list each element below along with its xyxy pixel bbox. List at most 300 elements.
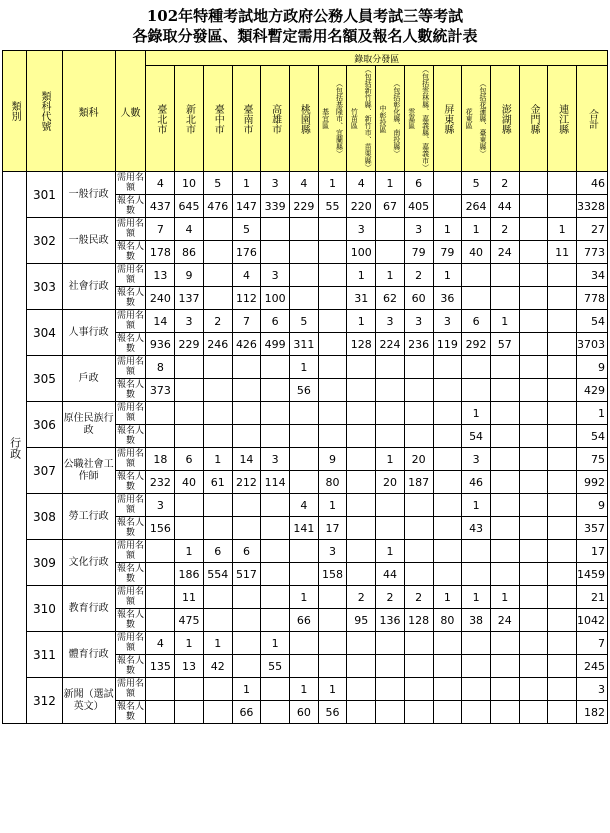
- value-cell: 66: [290, 609, 319, 632]
- total-cell: 3: [577, 678, 608, 701]
- value-cell: [433, 379, 462, 402]
- value-cell: 141: [290, 517, 319, 540]
- region-name: 花東區: [465, 108, 474, 129]
- value-cell: [519, 701, 548, 724]
- value-cell: [548, 517, 577, 540]
- total-cell: 773: [577, 241, 608, 264]
- applicants-label: 報名人數: [117, 426, 145, 446]
- value-cell: [203, 609, 232, 632]
- value-cell: [490, 701, 519, 724]
- value-cell: [318, 609, 347, 632]
- value-cell: [290, 632, 319, 655]
- value-cell: 61: [203, 471, 232, 494]
- value-cell: 554: [203, 563, 232, 586]
- value-cell: [318, 241, 347, 264]
- value-cell: 220: [347, 195, 376, 218]
- value-cell: [290, 218, 319, 241]
- value-cell: [490, 379, 519, 402]
- header-region-2: [203, 66, 232, 172]
- applicants-label: 報名人數: [117, 334, 145, 354]
- value-cell: [548, 471, 577, 494]
- value-cell: [404, 701, 433, 724]
- value-cell: [404, 356, 433, 379]
- value-cell: 1: [318, 678, 347, 701]
- region-name: 屏東縣: [441, 103, 453, 134]
- value-cell: [232, 517, 261, 540]
- value-cell: 3: [347, 218, 376, 241]
- value-cell: [548, 172, 577, 195]
- value-cell: [146, 540, 175, 563]
- value-cell: 1: [232, 172, 261, 195]
- value-cell: [376, 356, 405, 379]
- value-cell: 936: [146, 333, 175, 356]
- value-cell: [203, 678, 232, 701]
- value-cell: [232, 356, 261, 379]
- table-row: [3, 540, 608, 563]
- region-name: 雲嘉區: [407, 108, 416, 129]
- value-cell: 56: [290, 379, 319, 402]
- value-cell: [519, 540, 548, 563]
- value-cell: 1: [318, 494, 347, 517]
- quota-label: 需用名額: [117, 449, 145, 469]
- value-cell: 224: [376, 333, 405, 356]
- total-cell: 46: [577, 172, 608, 195]
- value-cell: 6: [203, 540, 232, 563]
- value-cell: [175, 678, 204, 701]
- value-cell: 57: [490, 333, 519, 356]
- value-cell: [376, 632, 405, 655]
- header-region-1: [175, 66, 204, 172]
- subject-code: 307: [27, 448, 62, 494]
- value-cell: 1: [318, 172, 347, 195]
- value-cell: 246: [203, 333, 232, 356]
- value-cell: 55: [261, 655, 290, 678]
- region-name: 臺南市: [240, 103, 252, 134]
- value-cell: [203, 701, 232, 724]
- total-cell: 54: [577, 310, 608, 333]
- value-cell: [175, 494, 204, 517]
- region-note: （包括雲林縣、嘉義縣、嘉義市）: [421, 66, 430, 171]
- value-cell: 178: [146, 241, 175, 264]
- header-subject: 類科: [62, 51, 115, 172]
- value-cell: [519, 241, 548, 264]
- value-cell: [462, 264, 491, 287]
- value-cell: 13: [146, 264, 175, 287]
- total-cell: 3328: [577, 195, 608, 218]
- value-cell: [203, 586, 232, 609]
- value-cell: [232, 655, 261, 678]
- region-name: 中彰投區: [379, 104, 388, 133]
- value-cell: [146, 402, 175, 425]
- value-cell: 100: [261, 287, 290, 310]
- total-cell: 17: [577, 540, 608, 563]
- total-cell: 357: [577, 517, 608, 540]
- value-cell: 6: [232, 540, 261, 563]
- value-cell: [519, 356, 548, 379]
- value-cell: 3: [376, 310, 405, 333]
- region-name: 高雄市: [269, 103, 281, 134]
- value-cell: [519, 218, 548, 241]
- value-cell: 38: [462, 609, 491, 632]
- subject-name: 體育行政: [62, 632, 115, 678]
- value-cell: 1: [548, 218, 577, 241]
- value-cell: 40: [175, 471, 204, 494]
- value-cell: [290, 563, 319, 586]
- table-row: [3, 586, 608, 609]
- quota-label: 需用名額: [117, 495, 145, 515]
- value-cell: [232, 586, 261, 609]
- value-cell: 4: [290, 494, 319, 517]
- total-cell: 75: [577, 448, 608, 471]
- quota-label: 需用名額: [117, 311, 145, 331]
- total-cell: 245: [577, 655, 608, 678]
- value-cell: 4: [347, 172, 376, 195]
- value-cell: [490, 494, 519, 517]
- value-cell: [232, 609, 261, 632]
- subject-code: 302: [27, 218, 62, 264]
- value-cell: 13: [175, 655, 204, 678]
- value-cell: [490, 632, 519, 655]
- region-note: （包括新竹縣、新竹市、苗栗縣）: [364, 66, 373, 171]
- value-cell: [347, 471, 376, 494]
- value-cell: 1: [376, 264, 405, 287]
- subject-name: 原住民族行政: [62, 402, 115, 448]
- total-cell: 429: [577, 379, 608, 402]
- value-cell: 1: [433, 264, 462, 287]
- value-cell: [146, 563, 175, 586]
- subject-name: 勞工行政: [62, 494, 115, 540]
- subject-name: 教育行政: [62, 586, 115, 632]
- subject-code: 301: [27, 172, 62, 218]
- value-cell: [548, 195, 577, 218]
- value-cell: [261, 517, 290, 540]
- value-cell: 7: [146, 218, 175, 241]
- value-cell: [548, 310, 577, 333]
- value-cell: [376, 379, 405, 402]
- header-region-group: 錄取分發區: [146, 51, 608, 66]
- region-note: （包括彰化縣、南投縣）: [392, 80, 401, 157]
- value-cell: 476: [203, 195, 232, 218]
- value-cell: 2: [490, 218, 519, 241]
- value-cell: [146, 425, 175, 448]
- value-cell: [175, 517, 204, 540]
- value-cell: 1: [347, 310, 376, 333]
- value-cell: [290, 448, 319, 471]
- value-cell: [548, 333, 577, 356]
- table-row: [3, 172, 608, 195]
- value-cell: 3: [318, 540, 347, 563]
- value-cell: [433, 655, 462, 678]
- value-cell: 17: [318, 517, 347, 540]
- header-region-6: [318, 66, 347, 172]
- value-cell: [232, 494, 261, 517]
- subject-code: 304: [27, 310, 62, 356]
- subject-code: 305: [27, 356, 62, 402]
- quota-label: 需用名額: [117, 173, 145, 193]
- value-cell: [261, 356, 290, 379]
- subject-code: 306: [27, 402, 62, 448]
- value-cell: 499: [261, 333, 290, 356]
- header-code: 類科代號: [27, 51, 62, 172]
- value-cell: [290, 264, 319, 287]
- value-cell: [232, 632, 261, 655]
- subject-name: 文化行政: [62, 540, 115, 586]
- value-cell: 20: [376, 471, 405, 494]
- value-cell: [318, 287, 347, 310]
- value-cell: 136: [376, 609, 405, 632]
- value-cell: [433, 701, 462, 724]
- value-cell: 5: [462, 172, 491, 195]
- value-cell: 128: [404, 609, 433, 632]
- table-row: [3, 678, 608, 701]
- region-name: 澎湖縣: [499, 103, 511, 134]
- quota-label: 需用名額: [117, 633, 145, 653]
- value-cell: 147: [232, 195, 261, 218]
- value-cell: [203, 517, 232, 540]
- header-region-13: [519, 66, 548, 172]
- table-row: [3, 310, 608, 333]
- value-cell: [490, 655, 519, 678]
- value-cell: [175, 356, 204, 379]
- value-cell: [433, 678, 462, 701]
- value-cell: 156: [146, 517, 175, 540]
- value-cell: 5: [203, 172, 232, 195]
- value-cell: 4: [175, 218, 204, 241]
- value-cell: [203, 425, 232, 448]
- value-cell: [376, 241, 405, 264]
- value-cell: [404, 563, 433, 586]
- value-cell: [203, 218, 232, 241]
- value-cell: [376, 701, 405, 724]
- value-cell: [462, 678, 491, 701]
- value-cell: [433, 448, 462, 471]
- value-cell: [261, 425, 290, 448]
- value-cell: 79: [433, 241, 462, 264]
- value-cell: [433, 425, 462, 448]
- value-cell: [146, 609, 175, 632]
- value-cell: 100: [347, 241, 376, 264]
- total-cell: 27: [577, 218, 608, 241]
- subject-name: 一般行政: [62, 172, 115, 218]
- value-cell: [462, 701, 491, 724]
- header-region-0: [146, 66, 175, 172]
- value-cell: 137: [175, 287, 204, 310]
- category-cell: 行政: [3, 172, 27, 724]
- value-cell: [519, 448, 548, 471]
- subject-name: 社會行政: [62, 264, 115, 310]
- value-cell: 54: [462, 425, 491, 448]
- value-cell: 1: [462, 494, 491, 517]
- value-cell: 44: [376, 563, 405, 586]
- value-cell: 114: [261, 471, 290, 494]
- value-cell: 14: [146, 310, 175, 333]
- value-cell: 67: [376, 195, 405, 218]
- value-cell: [203, 241, 232, 264]
- value-cell: [203, 402, 232, 425]
- value-cell: [175, 425, 204, 448]
- region-name: 桃園縣: [298, 103, 310, 134]
- value-cell: 95: [347, 609, 376, 632]
- value-cell: [290, 402, 319, 425]
- value-cell: [261, 563, 290, 586]
- total-cell: 182: [577, 701, 608, 724]
- value-cell: [347, 379, 376, 402]
- value-cell: [261, 609, 290, 632]
- value-cell: [548, 563, 577, 586]
- value-cell: 5: [232, 218, 261, 241]
- value-cell: [347, 494, 376, 517]
- value-cell: 7: [232, 310, 261, 333]
- applicants-label: 報名人數: [117, 288, 145, 308]
- value-cell: [519, 471, 548, 494]
- value-cell: [404, 540, 433, 563]
- value-cell: 1: [433, 218, 462, 241]
- value-cell: 1: [376, 172, 405, 195]
- value-cell: [347, 448, 376, 471]
- value-cell: [404, 632, 433, 655]
- region-name: 合計: [586, 108, 598, 129]
- value-cell: 4: [290, 172, 319, 195]
- value-cell: 158: [318, 563, 347, 586]
- value-cell: [433, 632, 462, 655]
- value-cell: [376, 402, 405, 425]
- value-cell: 31: [347, 287, 376, 310]
- value-cell: 1: [175, 540, 204, 563]
- value-cell: [519, 609, 548, 632]
- value-cell: [318, 586, 347, 609]
- value-cell: [203, 287, 232, 310]
- applicants-label: 報名人數: [117, 610, 145, 630]
- value-cell: [519, 655, 548, 678]
- value-cell: [519, 586, 548, 609]
- total-cell: 992: [577, 471, 608, 494]
- value-cell: 55: [318, 195, 347, 218]
- value-cell: 232: [146, 471, 175, 494]
- value-cell: [490, 356, 519, 379]
- value-cell: 1: [175, 632, 204, 655]
- header-region-5: [290, 66, 319, 172]
- value-cell: 2: [347, 586, 376, 609]
- value-cell: 60: [404, 287, 433, 310]
- applicants-label: 報名人數: [117, 564, 145, 584]
- value-cell: [548, 264, 577, 287]
- value-cell: [548, 655, 577, 678]
- value-cell: [318, 425, 347, 448]
- value-cell: [203, 356, 232, 379]
- value-cell: [519, 425, 548, 448]
- value-cell: [290, 241, 319, 264]
- value-cell: 3: [261, 448, 290, 471]
- value-cell: [203, 264, 232, 287]
- value-cell: [232, 402, 261, 425]
- value-cell: 46: [462, 471, 491, 494]
- region-note: （包括花蓮縣、臺東縣）: [478, 80, 487, 157]
- region-note: （包括基隆市、宜蘭縣）: [335, 80, 344, 157]
- value-cell: [261, 540, 290, 563]
- header-region-3: [232, 66, 261, 172]
- value-cell: [404, 678, 433, 701]
- value-cell: [261, 379, 290, 402]
- value-cell: [548, 425, 577, 448]
- value-cell: [232, 425, 261, 448]
- header-category: 類別: [3, 51, 27, 172]
- value-cell: 405: [404, 195, 433, 218]
- value-cell: 645: [175, 195, 204, 218]
- value-cell: [548, 402, 577, 425]
- header-region-11: [462, 66, 491, 172]
- header-region-4: [261, 66, 290, 172]
- value-cell: [519, 563, 548, 586]
- statistics-table: [2, 50, 608, 724]
- value-cell: [548, 540, 577, 563]
- value-cell: 9: [318, 448, 347, 471]
- value-cell: 176: [232, 241, 261, 264]
- applicants-label: 報名人數: [117, 380, 145, 400]
- value-cell: [146, 678, 175, 701]
- value-cell: 437: [146, 195, 175, 218]
- applicants-label: 報名人數: [117, 196, 145, 216]
- value-cell: 229: [175, 333, 204, 356]
- value-cell: 2: [404, 264, 433, 287]
- value-cell: [318, 264, 347, 287]
- value-cell: 3: [175, 310, 204, 333]
- value-cell: 517: [232, 563, 261, 586]
- value-cell: [548, 494, 577, 517]
- value-cell: [548, 701, 577, 724]
- value-cell: 1: [290, 678, 319, 701]
- value-cell: [433, 471, 462, 494]
- quota-label: 需用名額: [117, 541, 145, 561]
- value-cell: 80: [433, 609, 462, 632]
- table-row: [3, 494, 608, 517]
- value-cell: 1: [462, 586, 491, 609]
- value-cell: [347, 356, 376, 379]
- value-cell: [548, 632, 577, 655]
- value-cell: [490, 425, 519, 448]
- value-cell: 1: [376, 448, 405, 471]
- value-cell: 43: [462, 517, 491, 540]
- header-region-10: [433, 66, 462, 172]
- table-row: [3, 632, 608, 655]
- value-cell: [347, 632, 376, 655]
- value-cell: [433, 494, 462, 517]
- value-cell: 1: [490, 310, 519, 333]
- applicants-label: 報名人數: [117, 242, 145, 262]
- value-cell: 1: [290, 586, 319, 609]
- value-cell: [519, 172, 548, 195]
- subject-name: 新聞（選試英文）: [62, 678, 115, 724]
- value-cell: [490, 678, 519, 701]
- value-cell: 56: [318, 701, 347, 724]
- header-count: 人數: [115, 51, 146, 172]
- value-cell: 2: [376, 586, 405, 609]
- value-cell: [433, 563, 462, 586]
- value-cell: 42: [203, 655, 232, 678]
- value-cell: 264: [462, 195, 491, 218]
- value-cell: [146, 701, 175, 724]
- table-row: [3, 218, 608, 241]
- table-row: [3, 448, 608, 471]
- value-cell: [318, 379, 347, 402]
- value-cell: [318, 655, 347, 678]
- value-cell: [404, 494, 433, 517]
- value-cell: 187: [404, 471, 433, 494]
- value-cell: 1: [290, 356, 319, 379]
- value-cell: 6: [404, 172, 433, 195]
- value-cell: 24: [490, 609, 519, 632]
- value-cell: 240: [146, 287, 175, 310]
- applicants-label: 報名人數: [117, 472, 145, 492]
